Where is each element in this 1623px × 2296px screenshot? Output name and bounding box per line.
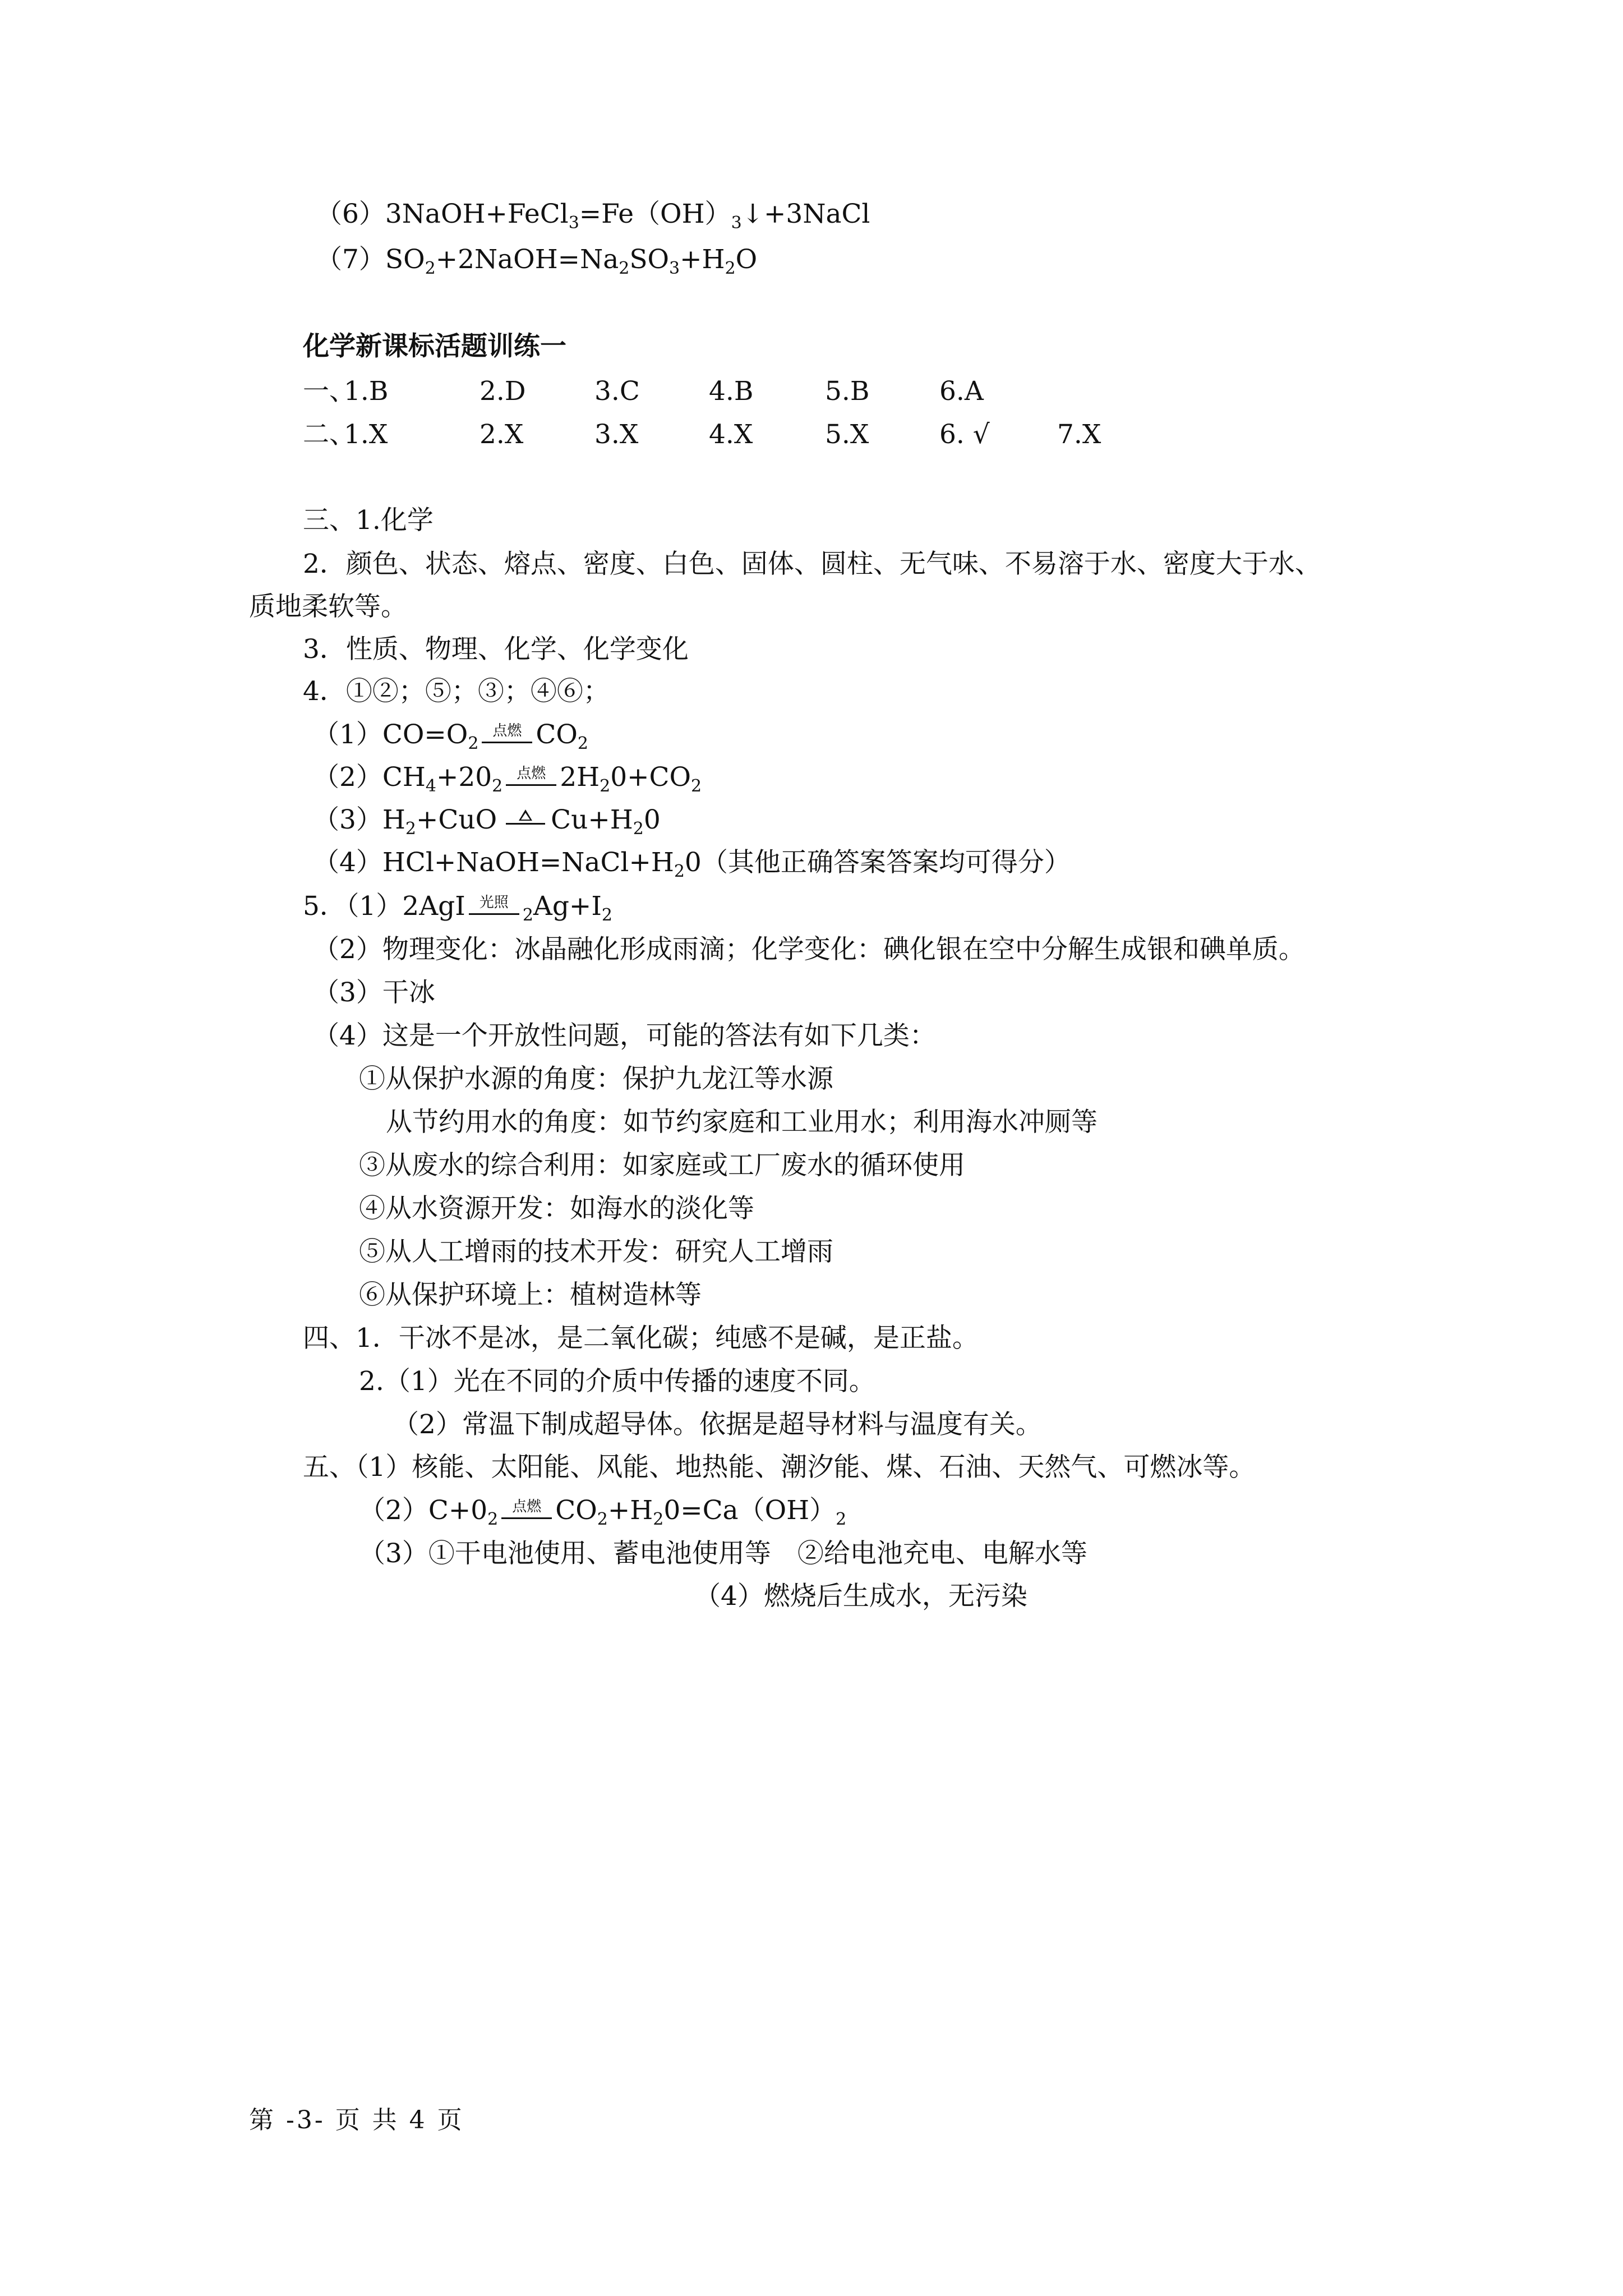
part-four-q1: 四、1．干冰不是冰，是二氧化碳；纯感不是碱，是正盐。 (303, 1323, 979, 1354)
text: O (735, 244, 758, 275)
text: （4）HCl+NaOH=NaCl+H (313, 847, 674, 878)
subscript: 2 (425, 259, 436, 278)
part-two-answers (303, 418, 1101, 452)
part-label: 二、 (303, 419, 356, 450)
question-5-4-item-3: ③从废水的综合利用：如家庭或工厂废水的循环使用 (359, 1150, 965, 1181)
text: （6）3NaOH+FeCl (316, 199, 569, 229)
text: CO (555, 1495, 597, 1526)
answer-item: 4.B (709, 376, 754, 407)
subscript: 2 (492, 776, 503, 796)
answer-line-7 (316, 243, 757, 286)
reaction-arrow (469, 894, 519, 915)
subscript: 3 (568, 213, 579, 233)
arrow-line (501, 1517, 552, 1519)
text: 5．（1）2AgI (303, 891, 465, 922)
subscript: 2 (577, 734, 588, 753)
text: 0=Ca（OH） (663, 1495, 836, 1526)
subscript: 3 (731, 213, 742, 233)
condition-label: 点燃 (492, 723, 522, 739)
question-5-1 (303, 890, 612, 932)
answer-item: 1.B (344, 376, 389, 407)
text: Cu+H (551, 804, 633, 835)
text: +2NaOH=Na (435, 244, 619, 275)
part-three-q3: 3．性质、物理、化学、化学变化 (303, 634, 689, 665)
part-four-q2: 2.（1）光在不同的介质中传播的速度不同。 (359, 1366, 875, 1397)
subscript: 2 (674, 862, 685, 881)
equation-1 (313, 718, 588, 761)
subscript: 2 (633, 819, 644, 839)
arrow-line (506, 784, 556, 786)
subscript: 3 (669, 259, 680, 278)
subscript: 2 (405, 819, 416, 839)
text: CO (536, 719, 578, 750)
text: 0 (643, 804, 661, 835)
subscript: 2 (487, 1510, 499, 1529)
question-5-4-item-5: ⑤从人工增雨的技术开发：研究人工增雨 (359, 1236, 833, 1267)
text: +20 (436, 762, 492, 793)
equation-2 (313, 761, 702, 803)
answer-item: 1.X (344, 419, 388, 450)
text: 0（其他正确答案答案均可得分） (684, 847, 1071, 878)
arrow-line (469, 913, 519, 915)
part-five-q2 (359, 1494, 846, 1536)
subscript: 2 (522, 905, 533, 925)
reaction-arrow (506, 765, 556, 786)
text: 2H (560, 762, 600, 793)
text: =Fe（OH） (579, 199, 731, 229)
subscript: 2 (468, 734, 479, 753)
text: 0+CO (610, 762, 691, 793)
answer-item: 7.X (1057, 419, 1101, 450)
arrow-line (482, 742, 532, 743)
text: +H (607, 1495, 653, 1526)
subscript: 2 (725, 259, 736, 278)
text: （3）H (313, 804, 405, 835)
answer-item: 4.X (709, 419, 753, 450)
text: SO (629, 244, 670, 275)
part-five-q3: （3）①干电池使用、蓄电池使用等 ②给电池充电、电解水等 (359, 1538, 1087, 1569)
subscript: 2 (601, 905, 612, 925)
question-5-2: （2）物理变化：冰晶融化形成雨滴；化学变化：碘化银在空中分解生成银和碘单质。 (313, 934, 1305, 965)
subscript: 2 (691, 776, 702, 796)
question-5-4-item-6: ⑥从保护环境上：植树造林等 (359, 1280, 702, 1310)
text: +H (680, 244, 725, 275)
subscript: 2 (653, 1510, 664, 1529)
answer-item: 3.X (594, 419, 639, 450)
text: （2）CH (313, 762, 426, 793)
subscript: 2 (619, 259, 630, 278)
part-one-answers (303, 375, 984, 408)
part-three-q1: 三、1.化学 (303, 505, 434, 536)
answer-item: 5.B (825, 376, 870, 407)
reaction-arrow (501, 1498, 552, 1519)
text: +CuO (416, 804, 497, 835)
answer-line-6 (316, 197, 870, 240)
subscript: 2 (600, 776, 611, 796)
text: Ag+I (533, 891, 602, 922)
question-5-4-item-4: ④从水资源开发：如海水的淡化等 (359, 1193, 754, 1224)
text: （1）CO=O (313, 719, 468, 750)
condition-label: 点燃 (517, 765, 546, 782)
condition-label: 光照 (479, 894, 509, 911)
heat-triangle-icon (506, 811, 545, 833)
subscript: 2 (597, 1510, 608, 1529)
part-three-q2-line1: 2．颜色、状态、熔点、密度、白色、固体、圆柱、无气味、不易溶于水、密度大于水、 (303, 549, 1321, 579)
part-five-q1: 五、（1）核能、太阳能、风能、地热能、潮汐能、煤、石油、天然气、可燃冰等。 (303, 1452, 1256, 1483)
question-5-3: （3）干冰 (313, 977, 435, 1008)
equation-4 (313, 846, 1071, 889)
text: ↓+3NaCl (741, 199, 870, 229)
answer-item: 6.A (939, 376, 984, 407)
part-three-q2-line2: 质地柔软等。 (249, 591, 407, 622)
text: （2）C+0 (359, 1495, 488, 1526)
question-5-4-item-1: ①从保护水源的角度：保护九龙江等水源 (359, 1064, 833, 1094)
section-title: 化学新课标活题训练一 (303, 331, 566, 362)
condition-label: 点燃 (512, 1498, 542, 1515)
part-five-q4: （4）燃烧后生成水，无污染 (694, 1581, 1027, 1612)
subscript: 4 (425, 776, 436, 796)
answer-item: 3.C (594, 376, 640, 407)
answer-item: 2.X (479, 419, 524, 450)
answer-item: 2.D (479, 376, 526, 407)
answer-item: 6. √ (939, 419, 990, 450)
part-three-q4: 4．①②；⑤；③；④⑥； (303, 676, 610, 707)
part-label: 一、 (303, 376, 356, 407)
answer-item: 5.X (825, 419, 869, 450)
part-four-q2-sub: （2）常温下制成超导体。依据是超导材料与温度有关。 (393, 1409, 1042, 1440)
question-5-4: （4）这是一个开放性问题，可能的答法有如下几类： (313, 1020, 936, 1051)
subscript: 2 (836, 1510, 847, 1529)
question-5-4-item-2: 从节约用水的角度：如节约家庭和工业用水；利用海水冲厕等 (386, 1107, 1098, 1138)
equation-3 (313, 803, 661, 846)
text: （7）SO (316, 244, 425, 275)
page-footer: 第 -3- 页 共 4 页 (249, 2106, 464, 2134)
reaction-arrow (482, 723, 532, 743)
